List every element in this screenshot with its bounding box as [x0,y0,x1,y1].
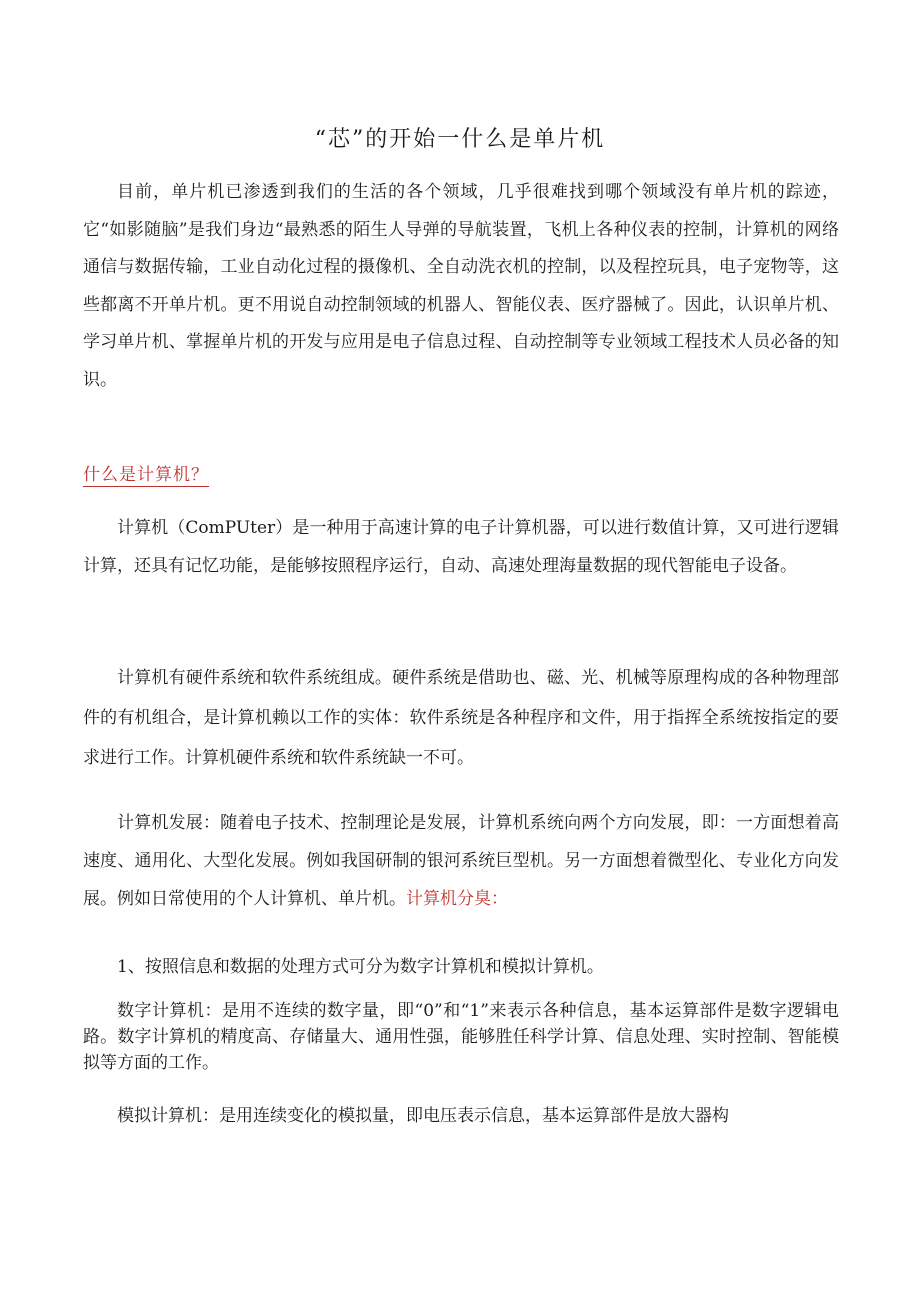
section-heading-what-is-computer: 什么是计算机？ [83,460,209,487]
digital-computer-paragraph: 数字计算机：是用不连续的数字量，即“0”和“1”来表示各种信息，基本运算部件是数字逻辑电路。数字计算机的精度高、存储量大、通用性强，能够胜任科学计算、信息处理、实时控制、智能模拟等方面的工作。 [83,1001,839,1073]
classification-item-1: 1、按照信息和数据的处理方式可分为数字计算机和模拟计算机。 [117,957,604,977]
hardware-software-paragraph: 计算机有硬件系统和软件系统组成。硬件系统是借助也、磁、光、机械等原理构成的各种物理部件的有机组合，是计算机赖以工作的实体：软件系统是各种程序和文件，用于指挥全系统按指定的要求进行工作。计算机硬件系统和软件系统缺一不可。 [83,668,839,768]
classification-heading: 计算机分臭： [406,889,508,909]
page-title: “芯”的开始一什么是单片机 [314,127,606,152]
development-paragraph [83,804,839,918]
development-text: 计算机发展：随着电子技术、控制理论是发展，计算机系统向两个方向发展，即：一方面想着高速度、通用化、大型化发展。例如我国研制的银河系统巨型机。另一方面想着微型化、专业化方向发展。例如日常使用的个人计算机、单片机。 [83,813,839,909]
intro-paragraph: 目前，单片机已渗透到我们的生活的各个领域，几乎很难找到哪个领域没有单片机的踪迹，它“如影随脑”是我们身边“最熟悉的陌生人导弹的导航装置，飞机上各种仪表的控制，计算机的网络通信与数据传输，工业自动化过程的摄像机、全自动洗衣机的控制，以及程控玩具，电子宠物等，这些都离不开单片机。更不用说自动控制领域的机器人、智能仪表、医疗器械了。因此，认识单片机、学习单片机、掌握单片机的开发与应用是电子信息过程、自动控制等专业领域工程技术人员必备的知识。 [83,182,839,390]
analog-computer-paragraph: 模拟计算机：是用连续变化的模拟量，即电压表示信息，基本运算部件是放大器构 [117,1106,729,1126]
computer-definition-paragraph: 计算机（ComPUter）是一种用于高速计算的电子计算机器，可以进行数值计算，又可进行逻辑计算，还具有记忆功能，是能够按照程序运行，自动、高速处理海量数据的现代智能电子设备。 [83,518,839,576]
